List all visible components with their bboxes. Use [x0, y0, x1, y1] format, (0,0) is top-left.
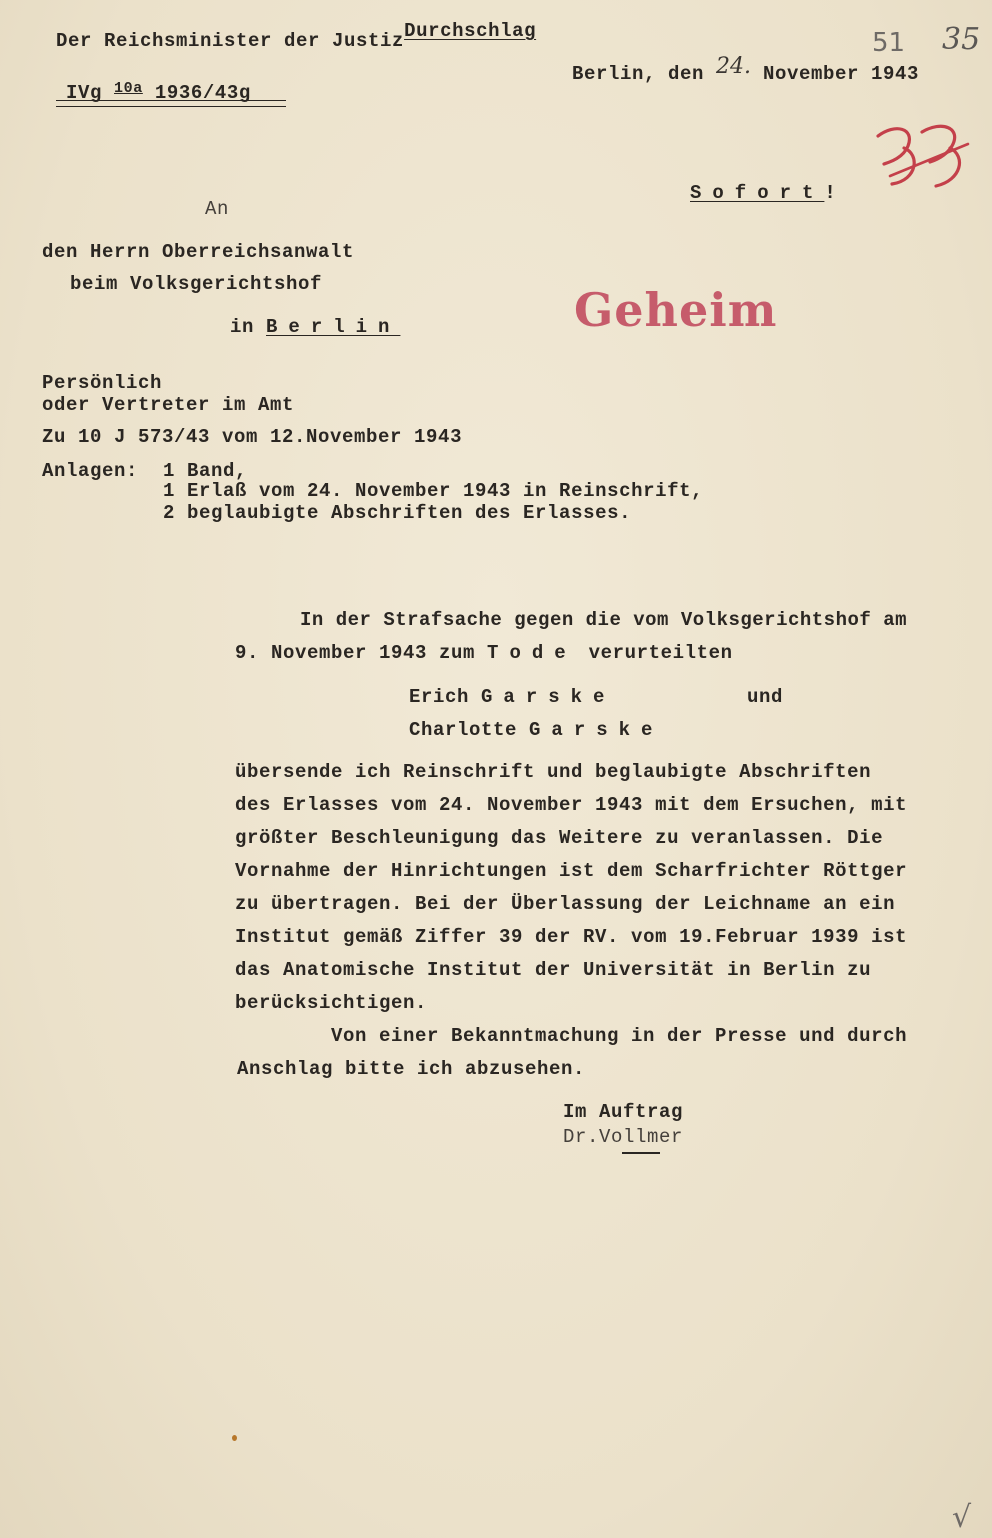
body-line: [235, 642, 733, 664]
name-join: und: [747, 686, 784, 708]
body-line-2-prefix: 9. November 1943 zum: [235, 642, 488, 664]
body-line: zu übertragen. Bei der Überlassung der Leichname an ein: [235, 893, 896, 915]
body-line-2-suffix: verurteilten: [576, 642, 733, 664]
ref-prefix: IVg: [66, 82, 115, 104]
copy-mark: Durchschlag: [404, 20, 537, 42]
death-word: Tode: [487, 642, 577, 664]
folio-handwritten: 35: [942, 22, 981, 57]
recipient-line-1: den Herrn Oberreichsanwalt: [42, 241, 355, 263]
body-line: berücksichtigen.: [235, 992, 428, 1014]
enclosure-item: 2 beglaubigte Abschriften des Erlasses.: [163, 502, 632, 524]
reference-line: Zu 10 J 573/43 vom 12.November 1943: [42, 426, 463, 448]
folio-pencil: 51: [872, 28, 906, 58]
body-line: des Erlasses vom 24. November 1943 mit dem Ersuchen, mit: [235, 794, 908, 816]
body-line: Institut gemäß Ziffer 39 der RV. vom 19.Februar 1939 ist: [235, 926, 908, 948]
sender-line: [56, 20, 537, 52]
enclosure-item: 1 Erlaß vom 24. November 1943 in Reinschrift,: [163, 480, 704, 502]
urgent-line: [690, 182, 836, 204]
deputy-note: oder Vertreter im Amt: [42, 394, 295, 416]
recipient-city: Berlin: [266, 316, 401, 338]
enclosure-item: 1 Band,: [163, 460, 248, 482]
body-line: Vornahme der Hinrichtungen ist dem Scharfrichter Röttger: [235, 860, 908, 882]
ref-superscript: 10a: [114, 80, 143, 97]
recipient-in: in: [230, 316, 267, 338]
body-line: das Anatomische Institut der Universität in Berlin zu: [235, 959, 872, 981]
reference-underline: [56, 100, 286, 107]
enclosures-label: Anlagen:: [42, 460, 139, 482]
defendant-2-first: Charlotte: [409, 719, 530, 741]
personal-note: Persönlich: [42, 372, 163, 394]
place-date-prefix: Berlin, den: [572, 63, 717, 85]
defendant-1-last: Garske: [481, 686, 616, 708]
defendant-1-first: Erich: [409, 686, 482, 708]
date-rest: November 1943: [751, 63, 920, 85]
body-line: In der Strafsache gegen die vom Volksgerichtshof am: [300, 609, 907, 631]
ref-suffix: 1936/43g: [142, 82, 251, 104]
defendant-2: [409, 719, 663, 741]
date-day-handwritten: 24.: [716, 54, 752, 79]
body-line: übersende ich Reinschrift und beglaubigte Abschriften: [235, 761, 872, 783]
signature-name: Dr.Vollmer: [563, 1126, 684, 1148]
place-date: [572, 54, 920, 85]
body-line: größter Beschleunigung das Weitere zu veranlassen. Die: [235, 827, 884, 849]
red-handwritten-mark: [870, 118, 980, 198]
closing-line: Von einer Bekanntmachung in der Presse und durch: [331, 1025, 908, 1047]
signature-dash: [622, 1152, 660, 1157]
paper-speck: [232, 1435, 237, 1441]
recipient-line-2: beim Volksgerichtshof: [70, 273, 323, 295]
signature-line-1: Im Auftrag: [563, 1101, 684, 1123]
recipient-line-3: [230, 316, 400, 338]
secret-stamp: Geheim: [574, 283, 778, 337]
closing-line: Anschlag bitte ich abzusehen.: [237, 1058, 586, 1080]
urgent-punct: !: [824, 182, 836, 204]
defendant-1: [409, 686, 615, 708]
pencil-tick: √: [952, 1500, 972, 1535]
defendant-2-last: Garske: [529, 719, 664, 741]
urgent-label: Sofort: [690, 182, 825, 204]
recipient-an: An: [205, 198, 230, 220]
sender: Der Reichsminister der Justiz: [56, 30, 405, 52]
